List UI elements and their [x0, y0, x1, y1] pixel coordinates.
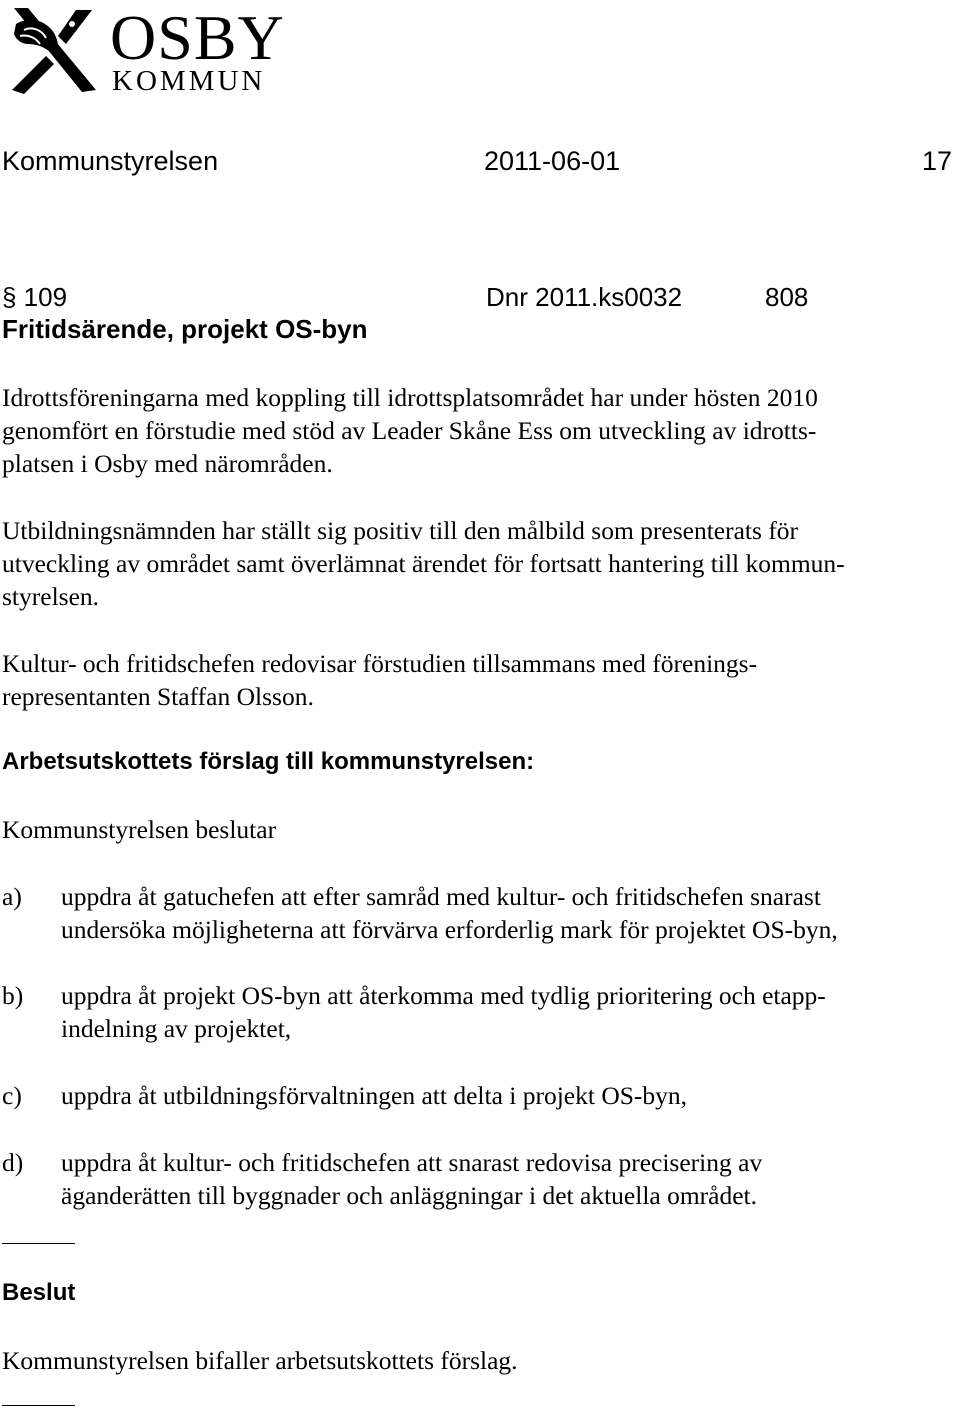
section-number: § 109	[2, 282, 68, 312]
paragraph-line: utveckling av området samt överlämnat ärendet för fortsatt hantering till kommun-	[2, 549, 845, 578]
logo-name: OSBY	[110, 2, 285, 73]
decision-paragraph	[2, 1344, 952, 1377]
decision-text: Kommunstyrelsen bifaller arbetsutskottets förslag.	[2, 1346, 518, 1375]
paragraph-1	[2, 381, 952, 480]
paragraph-line: platsen i Osby med närområden.	[2, 449, 333, 478]
section-code: 808	[765, 282, 809, 312]
list-item-line: äganderätten till byggnader och anläggningar i det aktuella området.	[61, 1181, 758, 1210]
list-item-marker: b)	[2, 981, 24, 1010]
list-item-line: undersöka möjligheterna att förvärva erforderlig mark för projektet OS-byn,	[61, 915, 838, 944]
header-body: Kommunstyrelsen	[2, 146, 219, 176]
header-date: 2011-06-01	[484, 146, 621, 176]
proposal-intro	[2, 813, 952, 846]
decision-heading: Beslut	[2, 1279, 76, 1306]
logo-subtitle: KOMMUN	[112, 65, 266, 97]
list-item-line: uppdra åt kultur- och fritidschefen att snarast redovisa precisering av	[61, 1148, 763, 1177]
paragraph-3	[2, 647, 952, 713]
divider	[2, 1405, 75, 1406]
section-title: Fritidsärende, projekt OS-byn	[2, 314, 368, 344]
osby-kommun-logo	[6, 4, 296, 96]
paragraph-line: Kultur- och fritidschefen redovisar förstudien tillsammans med förenings-	[2, 649, 758, 678]
list-item	[2, 880, 952, 946]
page-number: 17	[921, 146, 952, 176]
list-item-line: uppdra åt gatuchefen att efter samråd med kultur- och fritidschefen snarast	[61, 882, 821, 911]
proposal-intro-text: Kommunstyrelsen beslutar	[2, 815, 277, 844]
list-item-line: uppdra åt projekt OS-byn att återkomma med tydlig prioritering och etapp-	[61, 981, 826, 1010]
paragraph-line: Utbildningsnämnden har ställt sig positiv till den målbild som presenterats för	[2, 516, 799, 545]
section-row	[0, 281, 960, 315]
paragraph-2	[2, 514, 952, 613]
paragraph-line: genomfört en förstudie med stöd av Leader Skåne Ess om utveckling av idrotts-	[2, 416, 817, 445]
divider	[2, 1243, 75, 1244]
list-item	[2, 1146, 952, 1212]
list-item-marker: d)	[2, 1148, 24, 1177]
proposal-heading: Arbetsutskottets förslag till kommunstyrelsen:	[2, 748, 535, 775]
section-dnr: Dnr 2011.ks0032	[486, 282, 683, 312]
paragraph-line: Idrottsföreningarna med koppling till idrottsplatsområdet har under hösten 2010	[2, 383, 818, 412]
paragraph-line: styrelsen.	[2, 582, 100, 611]
paragraph-line: representanten Staffan Olsson.	[2, 682, 314, 711]
list-item	[2, 1079, 952, 1112]
list-item-line: uppdra åt utbildningsförvaltningen att delta i projekt OS-byn,	[61, 1081, 688, 1110]
list-item-line: indelning av projektet,	[61, 1014, 292, 1043]
coat-of-arms-icon	[6, 4, 102, 96]
list-item	[2, 979, 952, 1045]
list-item-marker: c)	[2, 1081, 22, 1110]
list-item-marker: a)	[2, 882, 22, 911]
